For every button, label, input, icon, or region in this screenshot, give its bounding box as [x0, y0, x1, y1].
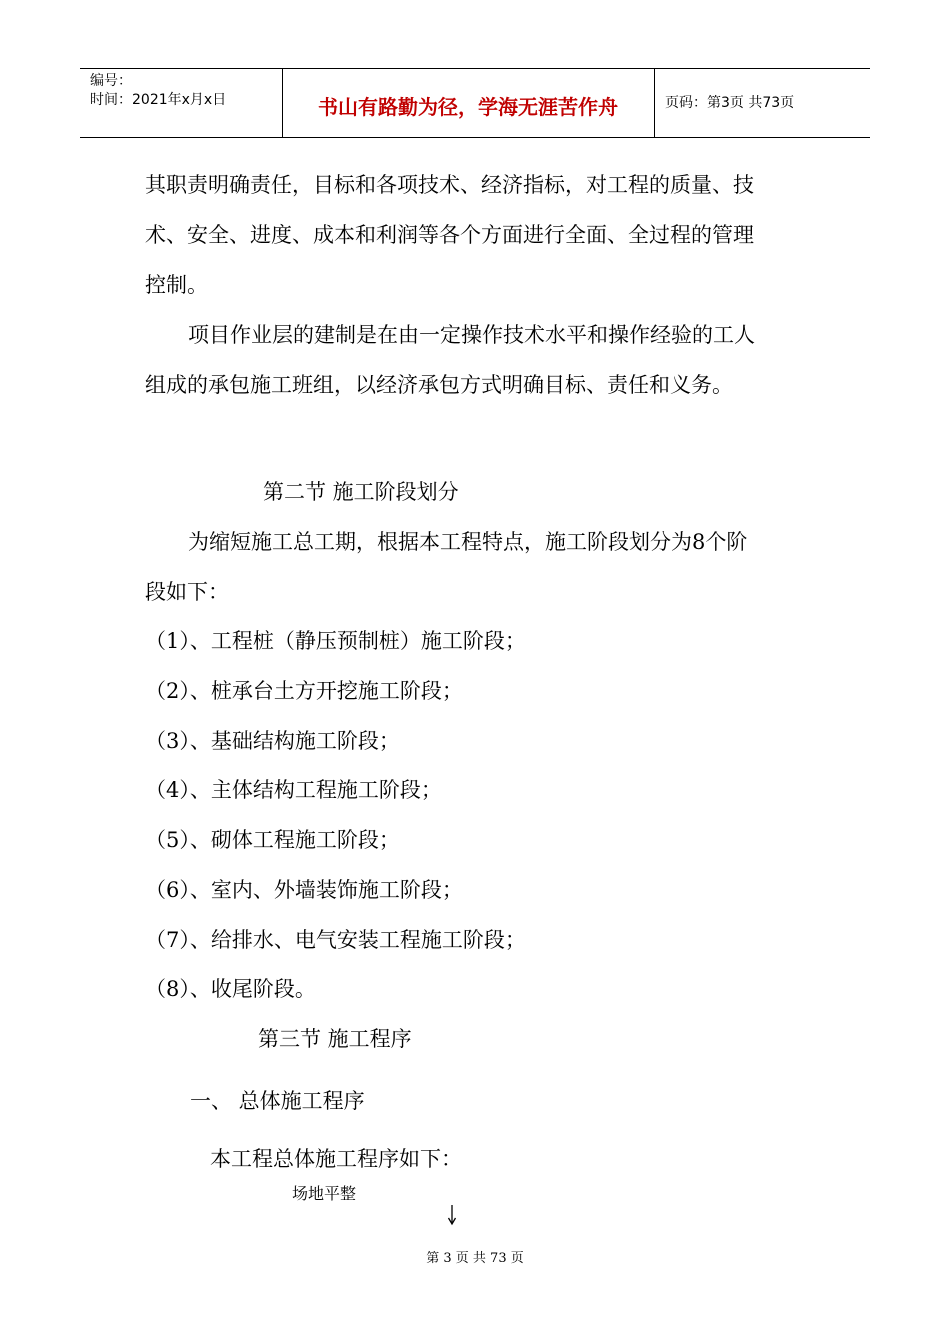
motto: 书山有路勤为径，学海无涯苦作舟	[318, 95, 618, 119]
subsection-title: 一、 总体施工程序	[190, 1089, 365, 1113]
paragraph-line: 术、安全、进度、成本和利润等各个方面进行全面、全过程的管理	[145, 223, 754, 247]
paragraph-line: 组成的承包施工班组，以经济承包方式明确目标、责任和义务。	[145, 373, 733, 397]
paragraph-line: 项目作业层的建制是在由一定操作技术水平和操作经验的工人	[188, 323, 755, 347]
stage-item: （1）、工程桩（静压预制桩）施工阶段；	[145, 629, 526, 653]
page-info: 页码：第3页 共73页	[665, 95, 795, 111]
stage-item: （8）、收尾阶段。	[145, 977, 316, 1001]
section-title: 第三节 施工程序	[258, 1027, 412, 1051]
page-footer: 第 3 页 共 73 页	[426, 1251, 524, 1266]
paragraph-line: 控制。	[145, 273, 208, 297]
stage-item: （3）、基础结构施工阶段；	[145, 729, 400, 753]
page-header	[80, 68, 870, 138]
paragraph-line: 段如下：	[145, 580, 229, 604]
down-arrow-icon	[444, 1204, 460, 1226]
header-meta-cell	[80, 69, 283, 137]
paragraph-line: 其职责明确责任，目标和各项技术、经济指标，对工程的质量、技	[145, 173, 754, 197]
stage-item: （2）、桩承台土方开挖施工阶段；	[145, 679, 463, 703]
paragraph-line: 本工程总体施工程序如下：	[210, 1147, 462, 1171]
header-motto-cell	[282, 69, 655, 137]
serial-label: 编号：	[90, 73, 132, 89]
flow-step: 场地平整	[292, 1184, 357, 1203]
section-title: 第二节 施工阶段划分	[263, 480, 459, 504]
date-line: 时间：2021年x月x日	[90, 92, 227, 108]
paragraph-line: 为缩短施工总工期，根据本工程特点，施工阶段划分为8个阶	[188, 530, 748, 554]
header-page-cell	[655, 69, 870, 137]
stage-item: （4）、主体结构工程施工阶段；	[145, 778, 442, 802]
stage-item: （7）、给排水、电气安装工程施工阶段；	[145, 928, 526, 952]
stage-item: （6）、室内、外墙装饰施工阶段；	[145, 878, 463, 902]
stage-item: （5）、砌体工程施工阶段；	[145, 828, 400, 852]
